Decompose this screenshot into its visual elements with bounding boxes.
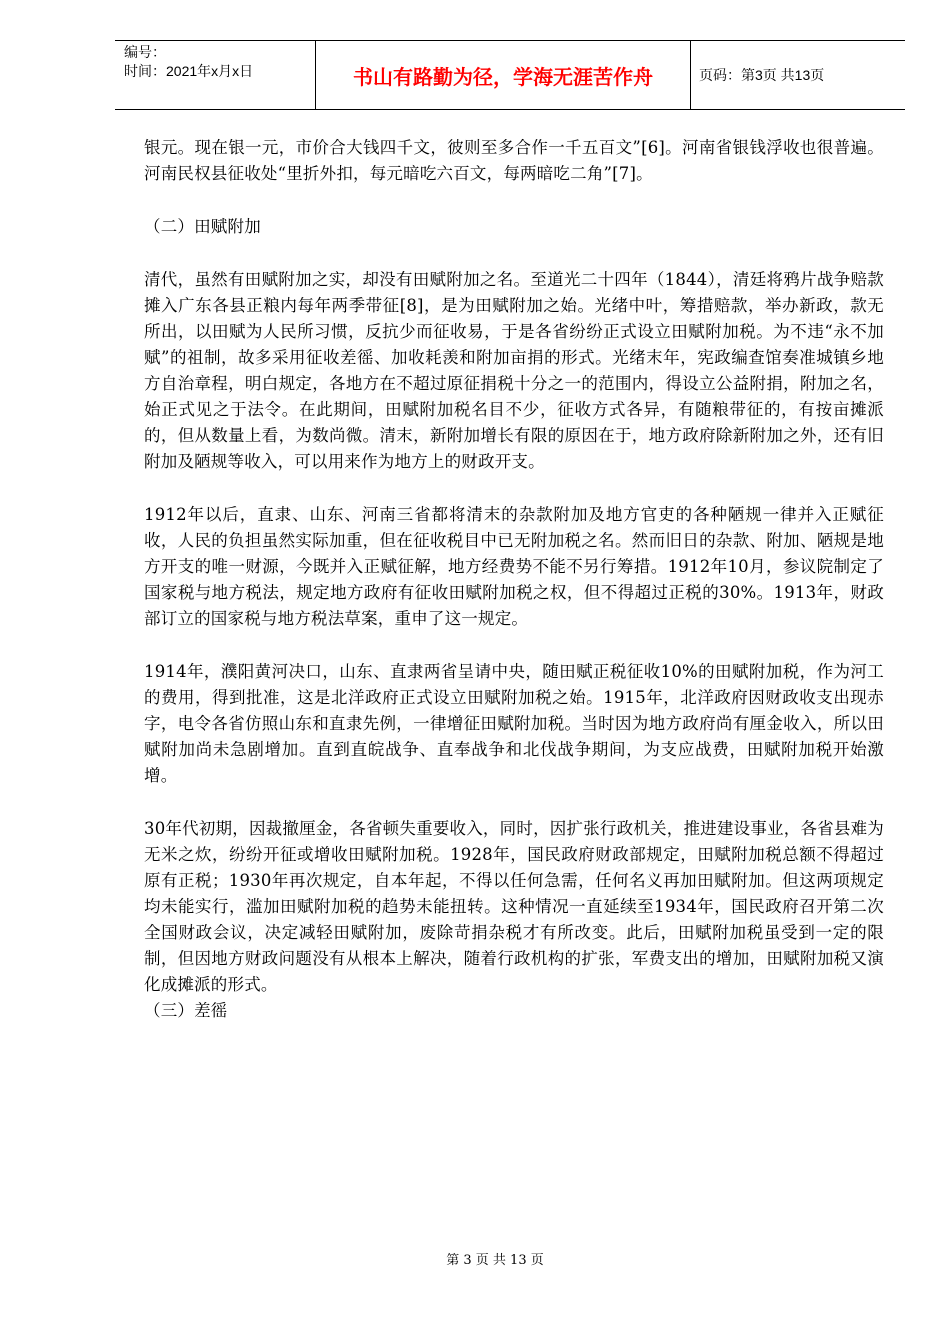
paragraph: 清代，虽然有田赋附加之实，却没有田赋附加之名。至道光二十四年（1844），清廷将鸦片战争赔款摊入广东各县正粮内每年两季带征[8]，是为田赋附加之始。光绪中叶，筹措赔款，举办新政，款无所出，以田赋为人民所习惯，反抗少而征收易，于是各省纷纷正式设立田赋附加税。为不违“永不加赋”的祖制，故多采用征收差徭、加收耗羡和附加亩捐的形式。光绪末年，宪政编查馆奏准城镇乡地方自治章程，明白规定，各地方在不超过原征捐税十分之一的范围内，得设立公益附捐，附加之名，始正式见之于法令。在此期间，田赋附加税名目不少，征收方式各异，有随粮带征的，有按亩摊派的，但从数量上看，为数尚微。清末，新附加增长有限的原因在于，地方政府除新附加之外，还有旧附加及陋规等收入，可以用来作为地方上的财政开支。 [144, 270, 884, 471]
section-heading: （三）差徭 [144, 1001, 228, 1020]
header-table [115, 40, 905, 110]
header-page-info: 页码：第3页 共13页 [699, 67, 825, 83]
doc-time-label: 时间：2021年x月x日 [124, 63, 254, 79]
paragraph: 1914年，濮阳黄河决口，山东、直隶两省呈请中央，随田赋正税征收10%的田赋附加税，作为河工的费用，得到批准，这是北洋政府正式设立田赋附加税之始。1915年，北洋政府因财政收支出现赤字，电令各省仿照山东和直隶先例，一律增征田赋附加税。当时因为地方政府尚有厘金收入，所以田赋附加尚未急剧增加。直到直皖战争、直奉战争和北伐战争期间，为支应战费，田赋附加税开始激增。 [144, 662, 884, 785]
doc-number-label: 编号： [124, 44, 166, 60]
header-motto: 书山有路勤为径，学海无涯苦作舟 [353, 64, 653, 89]
page-footer [0, 1249, 950, 1268]
paragraph: 1912年以后，直隶、山东、河南三省都将清末的杂款附加及地方官吏的各种陋规一律并入正赋征收，人民的负担虽然实际加重，但在征收税目中已无附加税之名。然而旧日的杂款、附加、陋规是地方开支的唯一财源，今既并入正赋征解，地方经费势不能不另行筹措。1912年10月，参议院制定了国家税与地方税法，规定地方政府有征收田赋附加税之权，但不得超过正税的30%。1913年，财政部订立的国家税与地方税法草案，重申了这一规定。 [144, 505, 884, 628]
footer-page-number: 第 3 页 共 13 页 [446, 1253, 544, 1268]
header-meta-cell [115, 41, 316, 109]
section-heading: （二）田赋附加 [144, 217, 261, 236]
header-page-cell [691, 41, 905, 109]
paragraph: 30年代初期，因裁撤厘金，各省顿失重要收入，同时，因扩张行政机关，推进建设事业，各省县难为无米之炊，纷纷开征或增收田赋附加税。1928年，国民政府财政部规定，田赋附加税总额不得超过原有正税；1930年再次规定，自本年起，不得以任何急需，任何名义再加田赋附加。但这两项规定均未能实行，滥加田赋附加税的趋势未能扭转。这种情况一直延续至1934年，国民政府召开第二次全国财政会议，决定减轻田赋附加，废除苛捐杂税才有所改变。此后，田赋附加税虽受到一定的限制，但因地方财政问题没有从根本上解决，随着行政机构的扩张，军费支出的增加，田赋附加税又演化成摊派的形式。 [144, 819, 884, 994]
paragraph: 银元。现在银一元，市价合大钱四千文，彼则至多合作一千五百文”[6]。河南省银钱浮收也很普遍。河南民权县征收处“里折外扣，每元暗吃六百文，每两暗吃二角”[7]。 [144, 138, 884, 183]
header-motto-cell [316, 41, 691, 109]
document-body [144, 135, 884, 1024]
